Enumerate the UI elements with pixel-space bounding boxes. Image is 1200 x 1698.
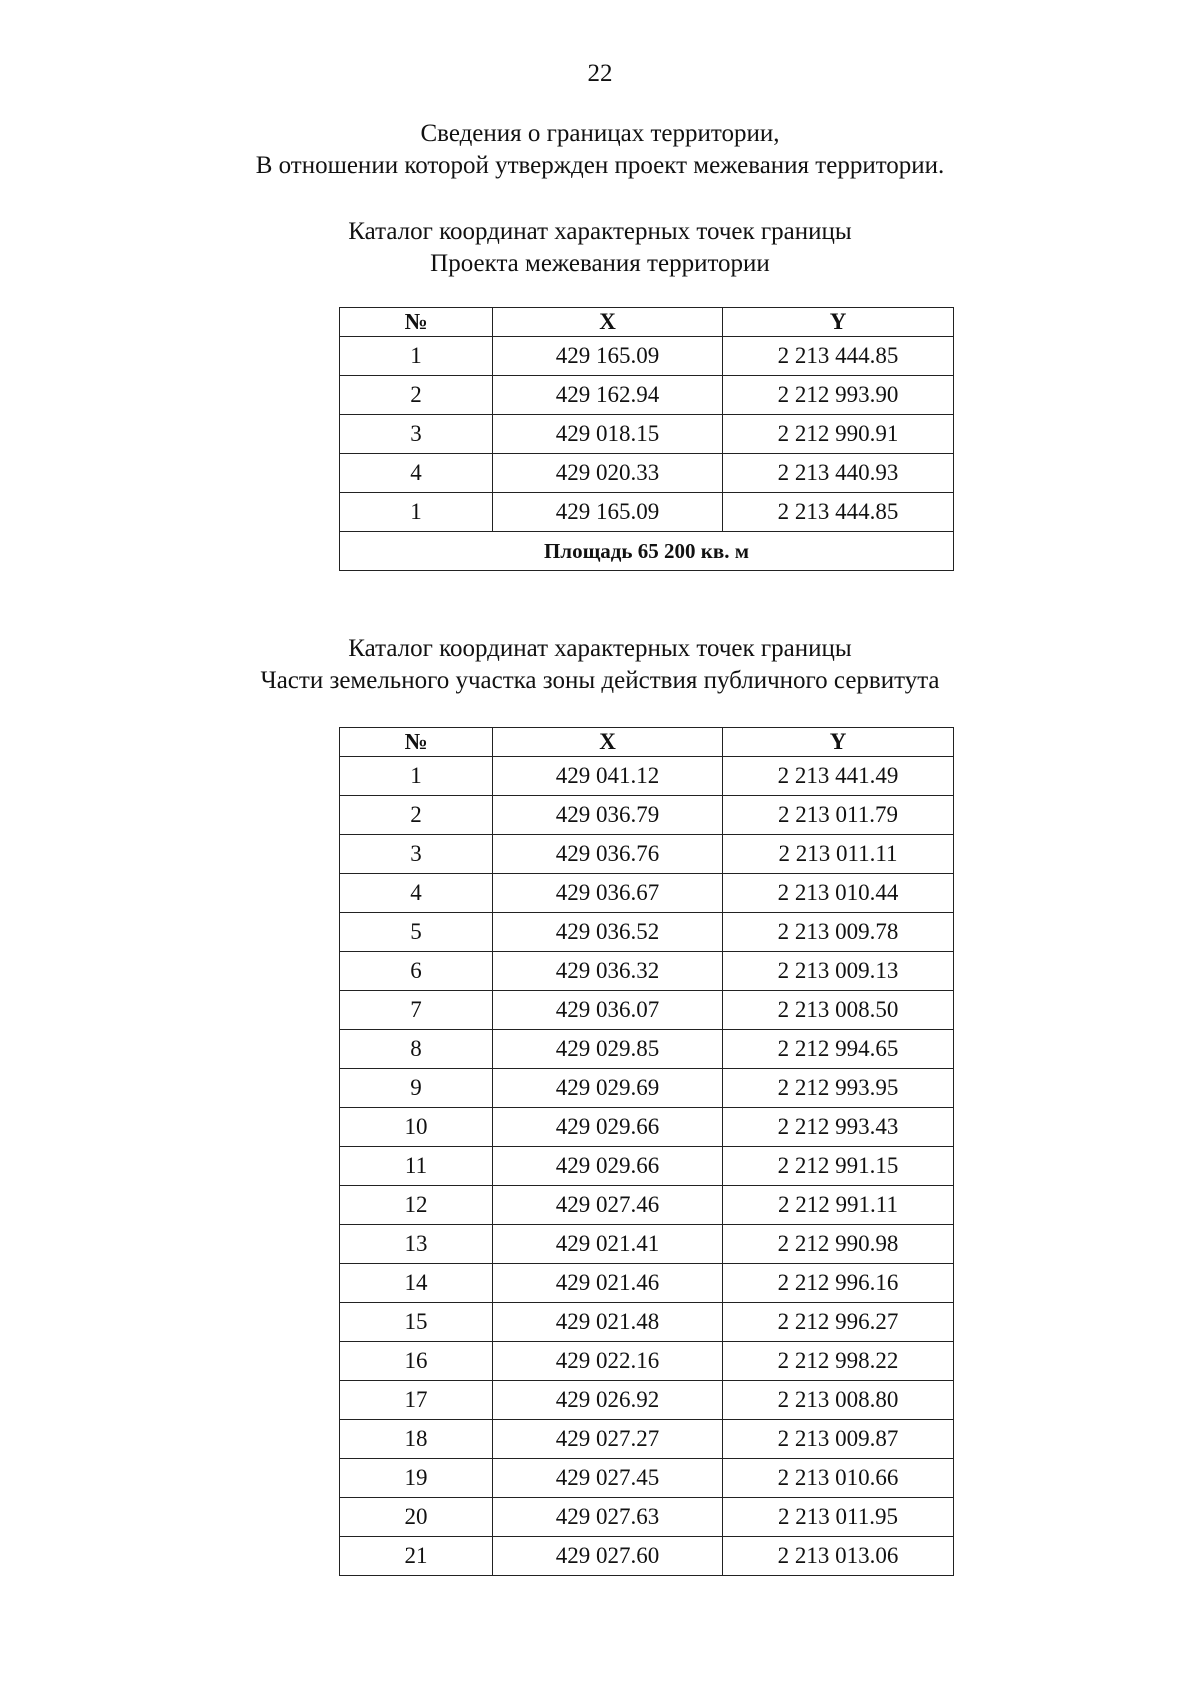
point-number: 1	[340, 757, 493, 796]
coordinate-x: 429 026.92	[493, 1381, 723, 1420]
coordinate-x: 429 162.94	[493, 376, 723, 415]
coordinate-x: 429 027.46	[493, 1186, 723, 1225]
table-row	[340, 1420, 954, 1459]
coordinate-y: 2 212 990.98	[723, 1225, 954, 1264]
point-number: 19	[340, 1459, 493, 1498]
heading-line-1: Сведения о границах территории,	[420, 120, 780, 147]
table-row	[340, 493, 954, 532]
coordinate-x: 429 020.33	[493, 454, 723, 493]
coordinate-y: 2 213 444.85	[723, 493, 954, 532]
coordinate-x: 429 029.69	[493, 1069, 723, 1108]
table-row	[340, 1264, 954, 1303]
page-number: 22	[587, 60, 613, 87]
coordinate-x: 429 027.45	[493, 1459, 723, 1498]
coordinate-x: 429 021.48	[493, 1303, 723, 1342]
table-row	[340, 1069, 954, 1108]
coordinate-y: 2 212 994.65	[723, 1030, 954, 1069]
catalog2-header-row	[340, 728, 954, 757]
table-row	[340, 874, 954, 913]
coordinate-y: 2 212 991.11	[723, 1186, 954, 1225]
coordinate-x: 429 029.85	[493, 1030, 723, 1069]
point-number: 11	[340, 1147, 493, 1186]
column-header-x: X	[493, 308, 723, 337]
coordinate-y: 2 213 010.44	[723, 874, 954, 913]
column-header-y: Y	[723, 728, 954, 757]
heading-line-2: В отношении которой утвержден проект межевания территории.	[255, 152, 945, 179]
coordinate-y: 2 213 011.95	[723, 1498, 954, 1537]
coordinate-y: 2 213 009.87	[723, 1420, 954, 1459]
coordinate-x: 429 018.15	[493, 415, 723, 454]
column-header-y: Y	[723, 308, 954, 337]
coordinate-x: 429 036.52	[493, 913, 723, 952]
catalog1-title-line-1: Каталог координат характерных точек границы	[348, 218, 852, 245]
area-value: Площадь 65 200 кв. м	[340, 532, 954, 571]
point-number: 3	[340, 415, 493, 454]
coordinate-y: 2 213 013.06	[723, 1537, 954, 1576]
point-number: 9	[340, 1069, 493, 1108]
table-row	[340, 1498, 954, 1537]
coordinate-y: 2 212 993.90	[723, 376, 954, 415]
catalog1-table	[339, 307, 954, 571]
table-row	[340, 757, 954, 796]
point-number: 1	[340, 493, 493, 532]
coordinate-x: 429 022.16	[493, 1342, 723, 1381]
document-heading	[0, 118, 1200, 182]
catalog1-area-row	[340, 532, 954, 571]
table-row	[340, 1459, 954, 1498]
catalog2-title-line-1: Каталог координат характерных точек границы	[348, 635, 852, 662]
point-number: 18	[340, 1420, 493, 1459]
point-number: 1	[340, 337, 493, 376]
point-number: 16	[340, 1342, 493, 1381]
point-number: 13	[340, 1225, 493, 1264]
table-row	[340, 1342, 954, 1381]
table-row	[340, 952, 954, 991]
coordinate-x: 429 041.12	[493, 757, 723, 796]
coordinate-x: 429 036.79	[493, 796, 723, 835]
point-number: 3	[340, 835, 493, 874]
catalog2-title	[0, 633, 1200, 697]
coordinate-y: 2 213 440.93	[723, 454, 954, 493]
coordinate-x: 429 027.60	[493, 1537, 723, 1576]
coordinate-x: 429 036.76	[493, 835, 723, 874]
table-row	[340, 1030, 954, 1069]
coordinate-x: 429 029.66	[493, 1147, 723, 1186]
coordinate-x: 429 036.07	[493, 991, 723, 1030]
table-row	[340, 1186, 954, 1225]
coordinate-x: 429 036.67	[493, 874, 723, 913]
table-row	[340, 1147, 954, 1186]
point-number: 4	[340, 874, 493, 913]
coordinate-y: 2 212 991.15	[723, 1147, 954, 1186]
catalog2-table	[339, 727, 954, 1576]
point-number: 4	[340, 454, 493, 493]
catalog2-title-line-2: Части земельного участка зоны действия публичного сервитута	[260, 667, 940, 694]
coordinate-x: 429 021.46	[493, 1264, 723, 1303]
catalog1-title	[0, 216, 1200, 280]
column-header-number: №	[340, 308, 493, 337]
coordinate-y: 2 213 011.11	[723, 835, 954, 874]
table-row	[340, 454, 954, 493]
table-row	[340, 796, 954, 835]
point-number: 15	[340, 1303, 493, 1342]
coordinate-y: 2 212 996.16	[723, 1264, 954, 1303]
point-number: 5	[340, 913, 493, 952]
coordinate-x: 429 027.63	[493, 1498, 723, 1537]
table-row	[340, 415, 954, 454]
coordinate-x: 429 029.66	[493, 1108, 723, 1147]
table-row	[340, 376, 954, 415]
point-number: 12	[340, 1186, 493, 1225]
coordinate-y: 2 213 010.66	[723, 1459, 954, 1498]
coordinate-y: 2 212 990.91	[723, 415, 954, 454]
coordinate-x: 429 165.09	[493, 493, 723, 532]
table-row	[340, 1381, 954, 1420]
table-row	[340, 337, 954, 376]
point-number: 17	[340, 1381, 493, 1420]
point-number: 14	[340, 1264, 493, 1303]
coordinate-x: 429 165.09	[493, 337, 723, 376]
catalog1-header-row	[340, 308, 954, 337]
catalog2-rows	[340, 757, 954, 1576]
coordinate-y: 2 213 011.79	[723, 796, 954, 835]
point-number: 6	[340, 952, 493, 991]
column-header-number: №	[340, 728, 493, 757]
point-number: 8	[340, 1030, 493, 1069]
coordinate-y: 2 213 444.85	[723, 337, 954, 376]
point-number: 2	[340, 796, 493, 835]
point-number: 10	[340, 1108, 493, 1147]
coordinate-x: 429 021.41	[493, 1225, 723, 1264]
table-row	[340, 1225, 954, 1264]
coordinate-y: 2 213 009.13	[723, 952, 954, 991]
table-row	[340, 1303, 954, 1342]
table-row	[340, 991, 954, 1030]
table-row	[340, 1537, 954, 1576]
catalog1-rows	[340, 337, 954, 532]
point-number: 20	[340, 1498, 493, 1537]
coordinate-x: 429 036.32	[493, 952, 723, 991]
table-row	[340, 913, 954, 952]
coordinate-x: 429 027.27	[493, 1420, 723, 1459]
coordinate-y: 2 213 008.80	[723, 1381, 954, 1420]
table-row	[340, 835, 954, 874]
coordinate-y: 2 213 009.78	[723, 913, 954, 952]
point-number: 2	[340, 376, 493, 415]
table-row	[340, 1108, 954, 1147]
coordinate-y: 2 213 441.49	[723, 757, 954, 796]
point-number: 21	[340, 1537, 493, 1576]
coordinate-y: 2 212 993.95	[723, 1069, 954, 1108]
point-number: 7	[340, 991, 493, 1030]
coordinate-y: 2 212 998.22	[723, 1342, 954, 1381]
column-header-x: X	[493, 728, 723, 757]
coordinate-y: 2 213 008.50	[723, 991, 954, 1030]
coordinate-y: 2 212 993.43	[723, 1108, 954, 1147]
coordinate-y: 2 212 996.27	[723, 1303, 954, 1342]
catalog1-title-line-2: Проекта межевания территории	[430, 250, 770, 277]
